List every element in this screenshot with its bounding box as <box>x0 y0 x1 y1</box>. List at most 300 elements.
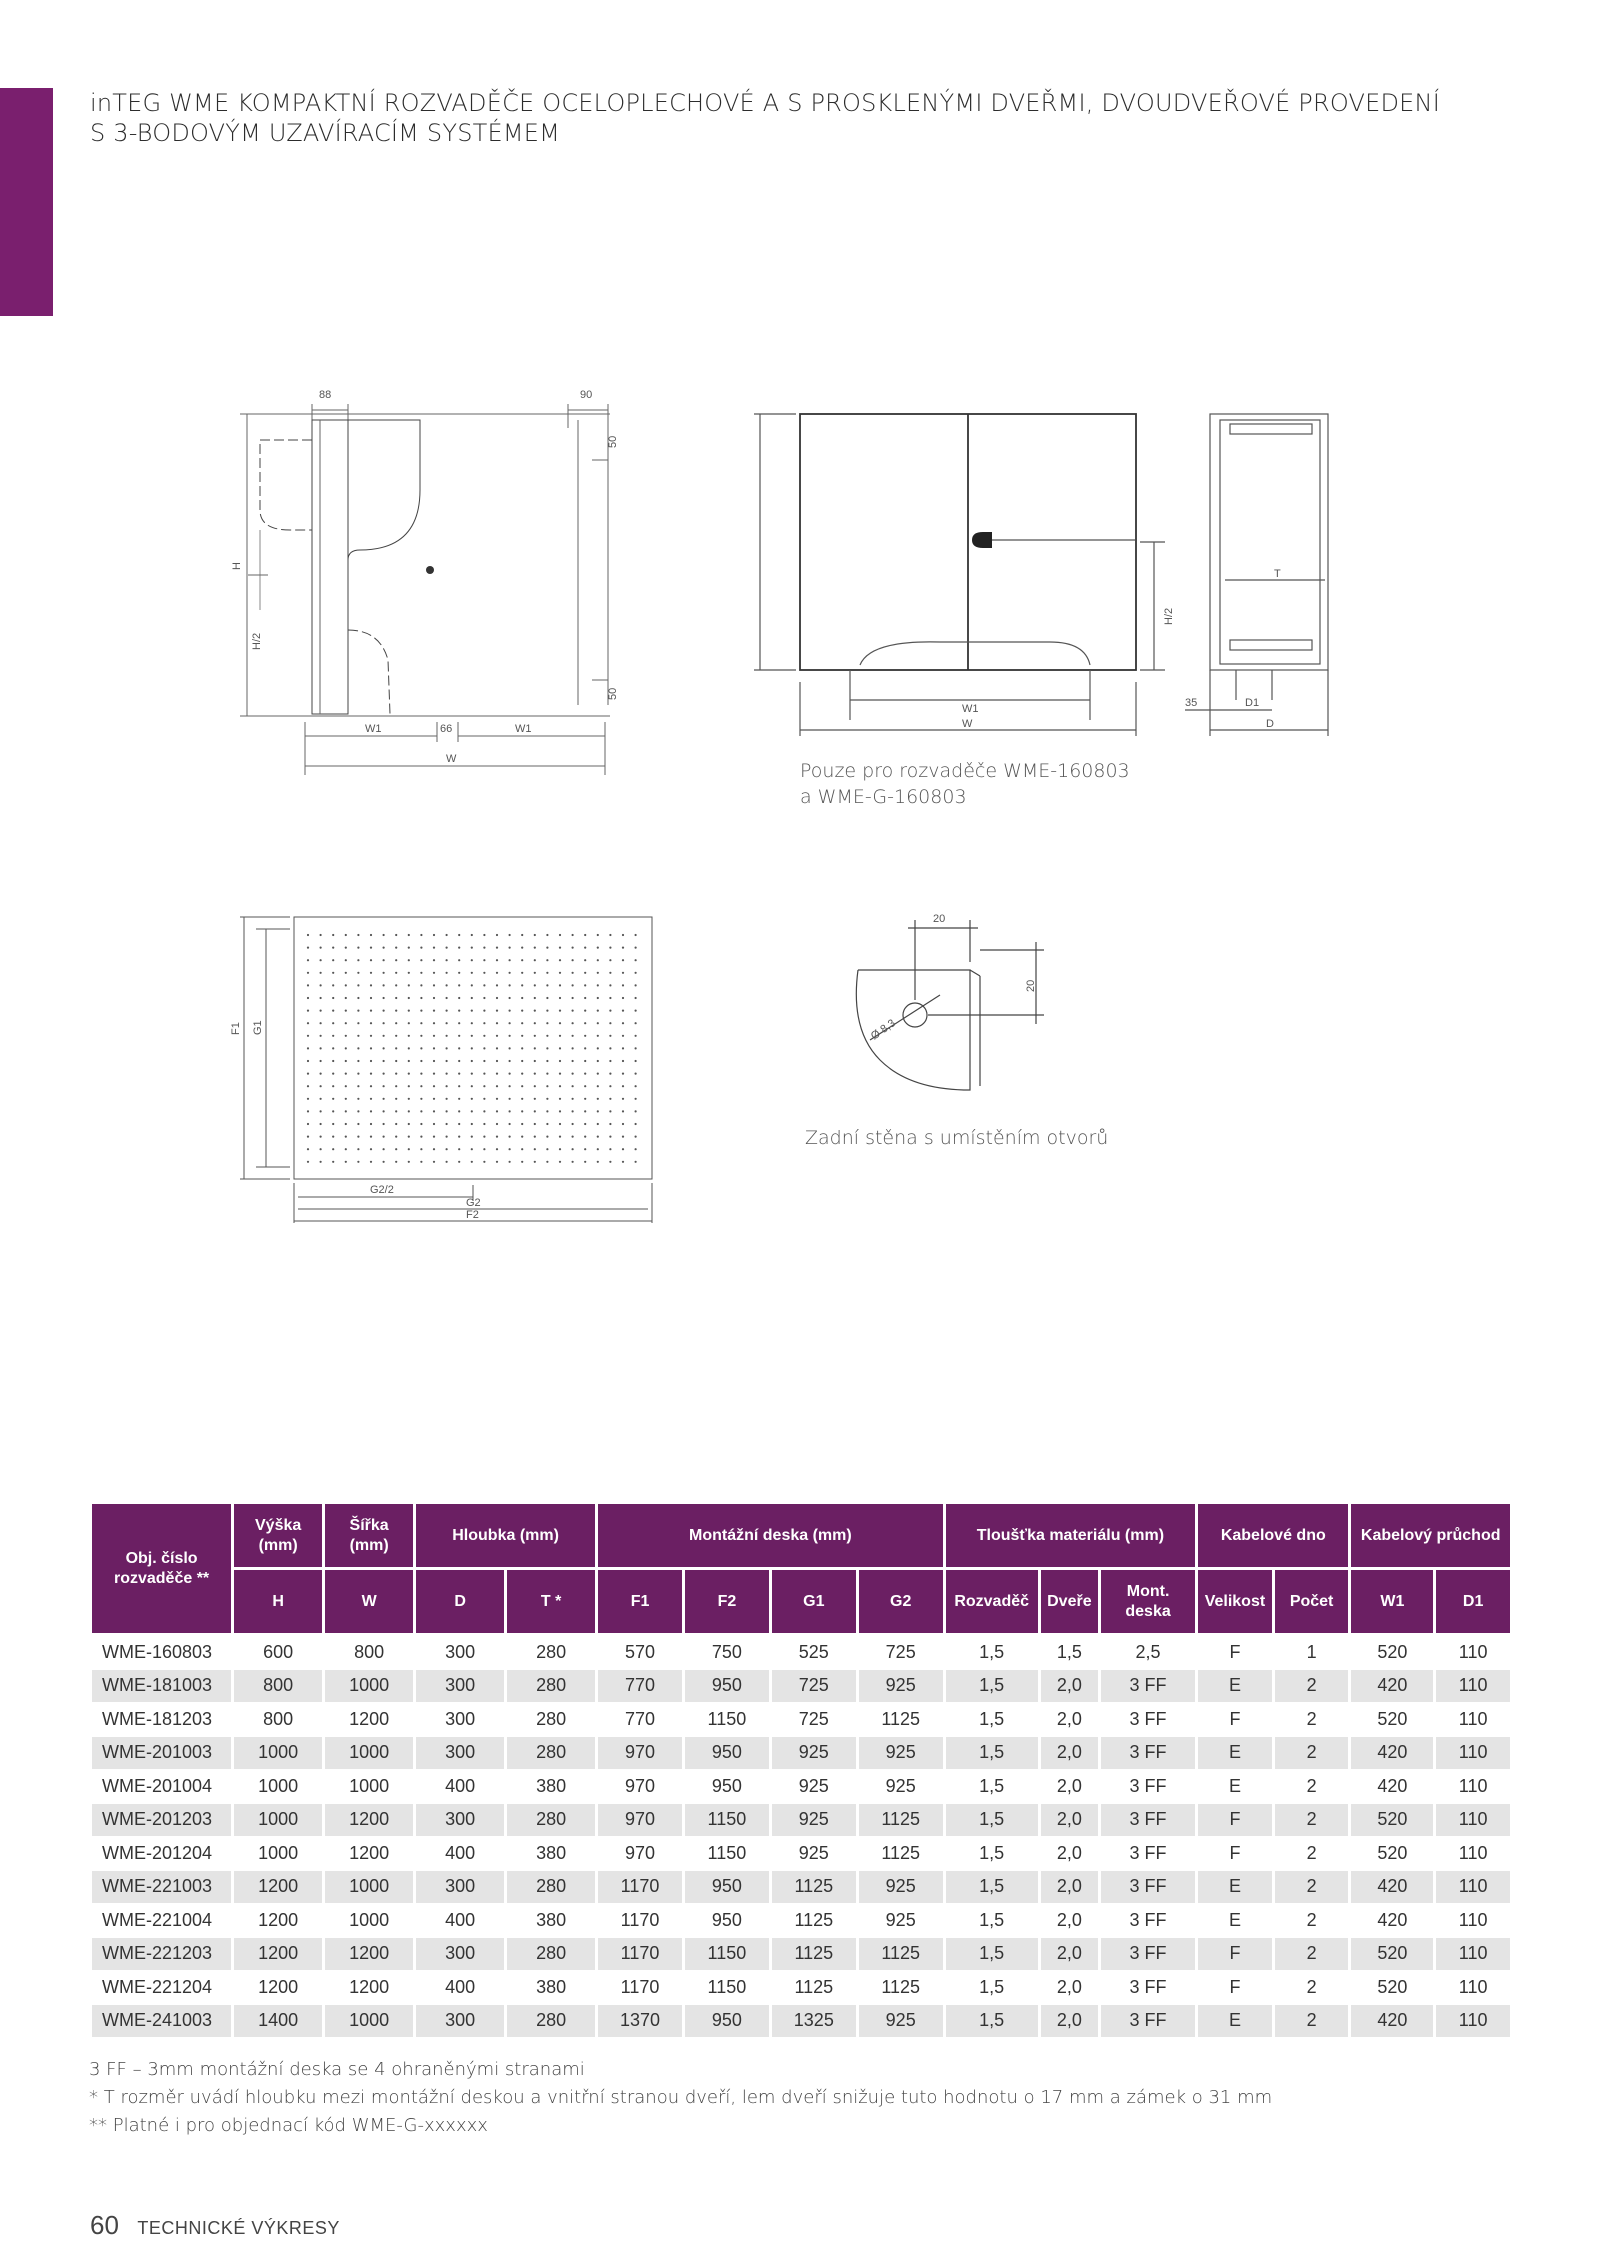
table-cell: 3 FF <box>1101 1703 1195 1737</box>
plate-hole <box>597 1047 599 1049</box>
table-cell: 2 <box>1275 1670 1349 1704</box>
header-F2: F2 <box>685 1570 769 1636</box>
plate-hole <box>471 984 473 986</box>
plate-hole <box>433 1136 435 1138</box>
plate-hole <box>420 984 422 986</box>
plate-hole <box>307 1073 309 1075</box>
plate-hole <box>509 1123 511 1125</box>
plate-hole <box>320 972 322 974</box>
plate-hole <box>446 1073 448 1075</box>
header-enclosure: Rozvaděč <box>946 1570 1038 1636</box>
table-cell: 1200 <box>325 1703 413 1737</box>
table-row <box>92 1837 1510 1871</box>
plate-hole <box>635 1010 637 1012</box>
table-cell: 1,5 <box>946 1703 1038 1737</box>
plate-hole <box>370 1085 372 1087</box>
plate-hole <box>370 947 372 949</box>
table-row <box>92 1770 1510 1804</box>
plate-hole <box>584 1161 586 1163</box>
plate-hole <box>471 1047 473 1049</box>
plate-hole <box>622 1136 624 1138</box>
plate-hole <box>420 1010 422 1012</box>
table-cell: 770 <box>598 1703 682 1737</box>
header-size: Velikost <box>1198 1570 1272 1636</box>
plate-hole <box>471 1060 473 1062</box>
hole-detail-drawing <box>830 900 1060 1100</box>
plate-hole <box>383 1136 385 1138</box>
plate-hole <box>383 959 385 961</box>
plate-hole <box>597 1148 599 1150</box>
plate-hole <box>307 947 309 949</box>
specification-table <box>89 1504 1513 2038</box>
plate-hole <box>609 984 611 986</box>
plate-hole <box>635 1022 637 1024</box>
plate-hole <box>509 959 511 961</box>
table-cell: 950 <box>685 1737 769 1771</box>
table-cell: 300 <box>416 1636 504 1670</box>
plate-hole <box>572 1161 574 1163</box>
table-cell: 950 <box>685 1904 769 1938</box>
plate-hole <box>471 997 473 999</box>
plate-hole <box>521 1136 523 1138</box>
table-cell: 1200 <box>325 1804 413 1838</box>
table-cell: 2,0 <box>1041 2005 1098 2039</box>
plate-hole <box>370 1110 372 1112</box>
plate-hole <box>332 1123 334 1125</box>
plate-hole <box>345 972 347 974</box>
plate-hole <box>559 1073 561 1075</box>
plate-hole <box>534 1085 536 1087</box>
header-G1: G1 <box>772 1570 856 1636</box>
plate-hole <box>420 1098 422 1100</box>
table-cell: 3 FF <box>1101 1971 1195 2005</box>
table-cell: 3 FF <box>1101 1837 1195 1871</box>
table-cell: 110 <box>1436 1904 1510 1938</box>
table-cell: F <box>1198 1804 1272 1838</box>
table-cell: 3 FF <box>1101 1804 1195 1838</box>
accent-side-bar <box>0 88 53 316</box>
plate-hole <box>509 1035 511 1037</box>
plate-hole <box>320 1110 322 1112</box>
header-doors: Dveře <box>1041 1570 1098 1636</box>
plate-hole <box>433 934 435 936</box>
plate-hole <box>383 1085 385 1087</box>
plate-hole <box>395 1110 397 1112</box>
plate-hole <box>420 1148 422 1150</box>
plate-hole <box>446 1060 448 1062</box>
plate-hole <box>357 1110 359 1112</box>
table-cell: 1000 <box>234 1770 322 1804</box>
plate-hole <box>609 947 611 949</box>
table-row <box>92 1904 1510 1938</box>
plate-hole <box>509 1047 511 1049</box>
table-cell: 925 <box>859 1670 943 1704</box>
plate-hole <box>496 947 498 949</box>
plate-hole <box>345 1148 347 1150</box>
table-cell: 725 <box>859 1636 943 1670</box>
plate-hole <box>408 1073 410 1075</box>
table-cell-code: WME-181003 <box>92 1670 231 1704</box>
plate-hole <box>559 997 561 999</box>
plate-hole <box>458 1098 460 1100</box>
plate-hole <box>559 1098 561 1100</box>
table-cell: 3 FF <box>1101 1770 1195 1804</box>
table-cell: 1000 <box>325 2005 413 2039</box>
plate-hole <box>446 1047 448 1049</box>
plate-hole <box>559 959 561 961</box>
table-cell: 925 <box>859 2005 943 2039</box>
plate-hole <box>609 1035 611 1037</box>
table-cell: 1,5 <box>946 1636 1038 1670</box>
plate-hole <box>572 1010 574 1012</box>
page-title-line-1: inTEG WME KOMPAKTNÍ ROZVADĚČE OCELOPLECHOVÉ A S PROSKLENÝMI DVEŘMI, DVOUDVEŘOVÉ PROVEDENÍ <box>90 89 1440 117</box>
plate-hole <box>635 1073 637 1075</box>
plate-hole <box>383 1110 385 1112</box>
mounting-plate-drawing <box>230 905 670 1225</box>
plate-hole <box>471 1085 473 1087</box>
dim-W-closed: W <box>962 718 973 730</box>
dim-90: 90 <box>580 389 593 401</box>
table-cell: 1000 <box>325 1904 413 1938</box>
plate-hole <box>420 1123 422 1125</box>
plate-hole <box>534 1035 536 1037</box>
plate-hole <box>307 1136 309 1138</box>
table-cell: 1125 <box>772 1938 856 1972</box>
table-cell: 420 <box>1351 1904 1433 1938</box>
plate-hole <box>597 972 599 974</box>
table-cell: 420 <box>1351 1670 1433 1704</box>
plate-hole <box>408 1110 410 1112</box>
table-cell: F <box>1198 1938 1272 1972</box>
page-title-line-2: S 3-BODOVÝM UZAVÍRACÍM SYSTÉMEM <box>90 119 561 147</box>
table-cell: 2,5 <box>1101 1636 1195 1670</box>
table-row <box>92 1871 1510 1905</box>
plate-hole <box>521 1035 523 1037</box>
plate-hole <box>622 1123 624 1125</box>
plate-hole <box>320 1022 322 1024</box>
plate-hole <box>320 1161 322 1163</box>
plate-hole <box>609 1073 611 1075</box>
plate-hole <box>534 984 536 986</box>
plate-hole <box>357 1035 359 1037</box>
table-cell: 380 <box>507 1971 595 2005</box>
table-cell: 110 <box>1436 1938 1510 1972</box>
plate-hole <box>320 1060 322 1062</box>
plate-hole <box>597 1098 599 1100</box>
plate-hole <box>483 984 485 986</box>
table-cell: 1,5 <box>1041 1636 1098 1670</box>
plate-hole <box>370 1136 372 1138</box>
plate-hole <box>559 972 561 974</box>
plate-hole <box>534 1110 536 1112</box>
dim-88: 88 <box>319 389 332 401</box>
plate-hole <box>320 1123 322 1125</box>
plate-hole <box>483 1110 485 1112</box>
table-cell-code: WME-241003 <box>92 2005 231 2039</box>
table-cell: 3 FF <box>1101 1938 1195 1972</box>
table-cell: 1170 <box>598 1904 682 1938</box>
plate-hole <box>597 1161 599 1163</box>
plate-hole <box>559 934 561 936</box>
table-cell: 110 <box>1436 1770 1510 1804</box>
plate-hole <box>395 947 397 949</box>
plate-hole <box>546 1148 548 1150</box>
plate-hole <box>357 1073 359 1075</box>
plate-hole <box>597 1010 599 1012</box>
plate-hole <box>609 959 611 961</box>
plate-hole <box>458 1047 460 1049</box>
table-cell: 970 <box>598 1837 682 1871</box>
table-cell: 400 <box>416 1971 504 2005</box>
plate-hole <box>635 1060 637 1062</box>
table-cell: 950 <box>685 1670 769 1704</box>
plate-hole <box>635 1161 637 1163</box>
table-cell: 2 <box>1275 1804 1349 1838</box>
plate-hole <box>546 947 548 949</box>
table-cell: 1 <box>1275 1636 1349 1670</box>
header-D1: D1 <box>1436 1570 1510 1636</box>
plate-hole <box>584 972 586 974</box>
plate-hole <box>383 1047 385 1049</box>
plate-hole <box>622 997 624 999</box>
dim-W1-right: W1 <box>515 723 532 735</box>
caption-only-for <box>800 758 1130 810</box>
table-cell: 600 <box>234 1636 322 1670</box>
plate-hole <box>597 1110 599 1112</box>
caption-only-for-line-2: a WME-G-160803 <box>800 786 967 808</box>
plate-hole <box>408 1123 410 1125</box>
plate-hole <box>320 1148 322 1150</box>
table-cell: 1400 <box>234 2005 322 2039</box>
plate-hole <box>534 1073 536 1075</box>
plate-hole <box>483 1010 485 1012</box>
plate-hole <box>534 1047 536 1049</box>
plate-hole <box>521 1123 523 1125</box>
plate-hole <box>320 947 322 949</box>
plate-hole <box>458 1136 460 1138</box>
plate-hole <box>509 997 511 999</box>
plate-hole <box>395 997 397 999</box>
plate-hole <box>433 1148 435 1150</box>
plate-hole <box>496 1047 498 1049</box>
table-cell: 420 <box>1351 1871 1433 1905</box>
plate-hole <box>483 1060 485 1062</box>
plate-hole <box>357 997 359 999</box>
plate-hole <box>370 1123 372 1125</box>
plate-hole <box>609 1110 611 1112</box>
plate-hole <box>496 1110 498 1112</box>
plate-hole <box>584 1060 586 1062</box>
table-cell-code: WME-221004 <box>92 1904 231 1938</box>
table-cell: 2,0 <box>1041 1804 1098 1838</box>
plate-hole <box>446 934 448 936</box>
dim-H: H <box>231 562 243 570</box>
plate-hole <box>357 1085 359 1087</box>
plate-hole <box>572 1098 574 1100</box>
plate-hole <box>597 1035 599 1037</box>
plate-hole <box>534 1098 536 1100</box>
table-cell: 570 <box>598 1636 682 1670</box>
plate-hole <box>509 1161 511 1163</box>
plate-hole <box>635 984 637 986</box>
plate-hole <box>307 1110 309 1112</box>
plate-hole <box>458 1161 460 1163</box>
plate-hole <box>496 972 498 974</box>
table-cell: 1,5 <box>946 1904 1038 1938</box>
table-cell-code: WME-221204 <box>92 1971 231 2005</box>
plate-hole <box>383 972 385 974</box>
table-cell: 3 FF <box>1101 1871 1195 1905</box>
plate-hole <box>483 1073 485 1075</box>
table-cell: 2 <box>1275 1871 1349 1905</box>
plate-hole <box>521 997 523 999</box>
plate-hole <box>320 997 322 999</box>
table-cell: 1000 <box>234 1737 322 1771</box>
plate-hole <box>622 1085 624 1087</box>
header-code: Obj. číslo rozvaděče ** <box>92 1504 231 1636</box>
plate-hole <box>408 972 410 974</box>
table-cell: 1150 <box>685 1703 769 1737</box>
plate-hole <box>345 1161 347 1163</box>
plate-hole <box>458 997 460 999</box>
plate-hole <box>420 947 422 949</box>
table-cell: 3 FF <box>1101 2005 1195 2039</box>
plate-hole <box>357 959 359 961</box>
plate-hole <box>420 1136 422 1138</box>
plate-hole <box>496 934 498 936</box>
plate-hole <box>332 984 334 986</box>
dim-H-half: H/2 <box>251 632 263 650</box>
plate-hole <box>597 1073 599 1075</box>
plate-hole <box>345 1098 347 1100</box>
plate-hole <box>433 984 435 986</box>
plate-hole <box>383 1161 385 1163</box>
plate-hole <box>395 1022 397 1024</box>
plate-hole <box>307 934 309 936</box>
plate-hole <box>496 1098 498 1100</box>
table-cell: 300 <box>416 1737 504 1771</box>
table-cell: 520 <box>1351 1804 1433 1838</box>
plate-hole <box>332 1148 334 1150</box>
plate-hole <box>458 1035 460 1037</box>
table-cell: 800 <box>325 1636 413 1670</box>
table-cell-code: WME-221203 <box>92 1938 231 1972</box>
plate-hole <box>408 1010 410 1012</box>
plate-hole <box>509 1085 511 1087</box>
table-cell: 380 <box>507 1837 595 1871</box>
plate-hole <box>408 1098 410 1100</box>
plate-hole <box>370 1098 372 1100</box>
table-cell: 400 <box>416 1837 504 1871</box>
plate-hole <box>357 984 359 986</box>
plate-hole <box>332 959 334 961</box>
plate-hole <box>609 1047 611 1049</box>
plate-hole <box>320 1136 322 1138</box>
plate-hole <box>546 972 548 974</box>
table-cell: 970 <box>598 1770 682 1804</box>
table-cell: 300 <box>416 2005 504 2039</box>
header-mounting-plate: Montážní deska (mm) <box>598 1504 943 1570</box>
table-cell: 1,5 <box>946 1670 1038 1704</box>
plate-hole <box>408 1060 410 1062</box>
plate-hole <box>395 1098 397 1100</box>
page-footer <box>90 2210 340 2241</box>
plate-hole <box>559 1047 561 1049</box>
plate-hole <box>546 1047 548 1049</box>
table-cell: 280 <box>507 1938 595 1972</box>
table-cell: 280 <box>507 1871 595 1905</box>
plate-hole <box>584 1110 586 1112</box>
plate-hole <box>471 1123 473 1125</box>
plate-hole <box>357 947 359 949</box>
plate-hole <box>370 972 372 974</box>
plate-hole <box>307 1161 309 1163</box>
footer-section: TECHNICKÉ VÝKRESY <box>137 2218 340 2238</box>
plate-hole <box>609 1148 611 1150</box>
plate-hole <box>370 1010 372 1012</box>
table-cell: 110 <box>1436 2005 1510 2039</box>
table-cell-code: WME-181203 <box>92 1703 231 1737</box>
plate-hole <box>509 972 511 974</box>
plate-hole <box>584 984 586 986</box>
plate-hole <box>622 934 624 936</box>
table-cell: 1200 <box>325 1837 413 1871</box>
table-cell: 800 <box>234 1703 322 1737</box>
plate-hole <box>370 997 372 999</box>
plate-hole <box>458 1022 460 1024</box>
plate-hole <box>572 934 574 936</box>
plate-hole <box>408 1161 410 1163</box>
table-notes <box>89 2056 1509 2140</box>
table-cell: 1000 <box>234 1837 322 1871</box>
plate-hole <box>471 1136 473 1138</box>
plate-hole <box>307 1010 309 1012</box>
plate-hole <box>635 1035 637 1037</box>
table-cell: 300 <box>416 1804 504 1838</box>
table-cell: 1,5 <box>946 1871 1038 1905</box>
table-header-row-1 <box>92 1504 1510 1570</box>
plate-hole <box>307 1098 309 1100</box>
plate-hole <box>521 1060 523 1062</box>
plate-hole <box>345 1073 347 1075</box>
plate-hole <box>534 1060 536 1062</box>
table-cell: 1200 <box>325 1938 413 1972</box>
dim-W1-left: W1 <box>365 723 382 735</box>
table-cell: 3 FF <box>1101 1670 1195 1704</box>
note-t-dimension: * T rozměr uvádí hloubku mezi montážní deskou a vnitřní stranou dveří, lem dveří snižuje tuto hodnotu o 17 mm a zámek o 31 mm <box>89 2087 1273 2108</box>
plate-hole <box>584 947 586 949</box>
plate-hole <box>546 1161 548 1163</box>
plate-hole <box>622 1148 624 1150</box>
plate-hole <box>635 997 637 999</box>
plate-hole <box>534 947 536 949</box>
plate-hole <box>370 959 372 961</box>
plate-hole <box>332 1136 334 1138</box>
plate-hole <box>357 972 359 974</box>
plate-hole <box>559 1110 561 1112</box>
plate-hole <box>446 1136 448 1138</box>
plate-hole <box>509 1060 511 1062</box>
plate-hole <box>635 959 637 961</box>
table-body <box>92 1636 1510 2038</box>
caption-only-for-line-1: Pouze pro rozvaděče WME-160803 <box>800 760 1130 782</box>
table-row <box>92 1938 1510 1972</box>
plate-hole <box>446 1110 448 1112</box>
plate-hole <box>471 947 473 949</box>
plate-hole <box>509 1010 511 1012</box>
table-cell: 925 <box>859 1737 943 1771</box>
plate-hole <box>433 1085 435 1087</box>
